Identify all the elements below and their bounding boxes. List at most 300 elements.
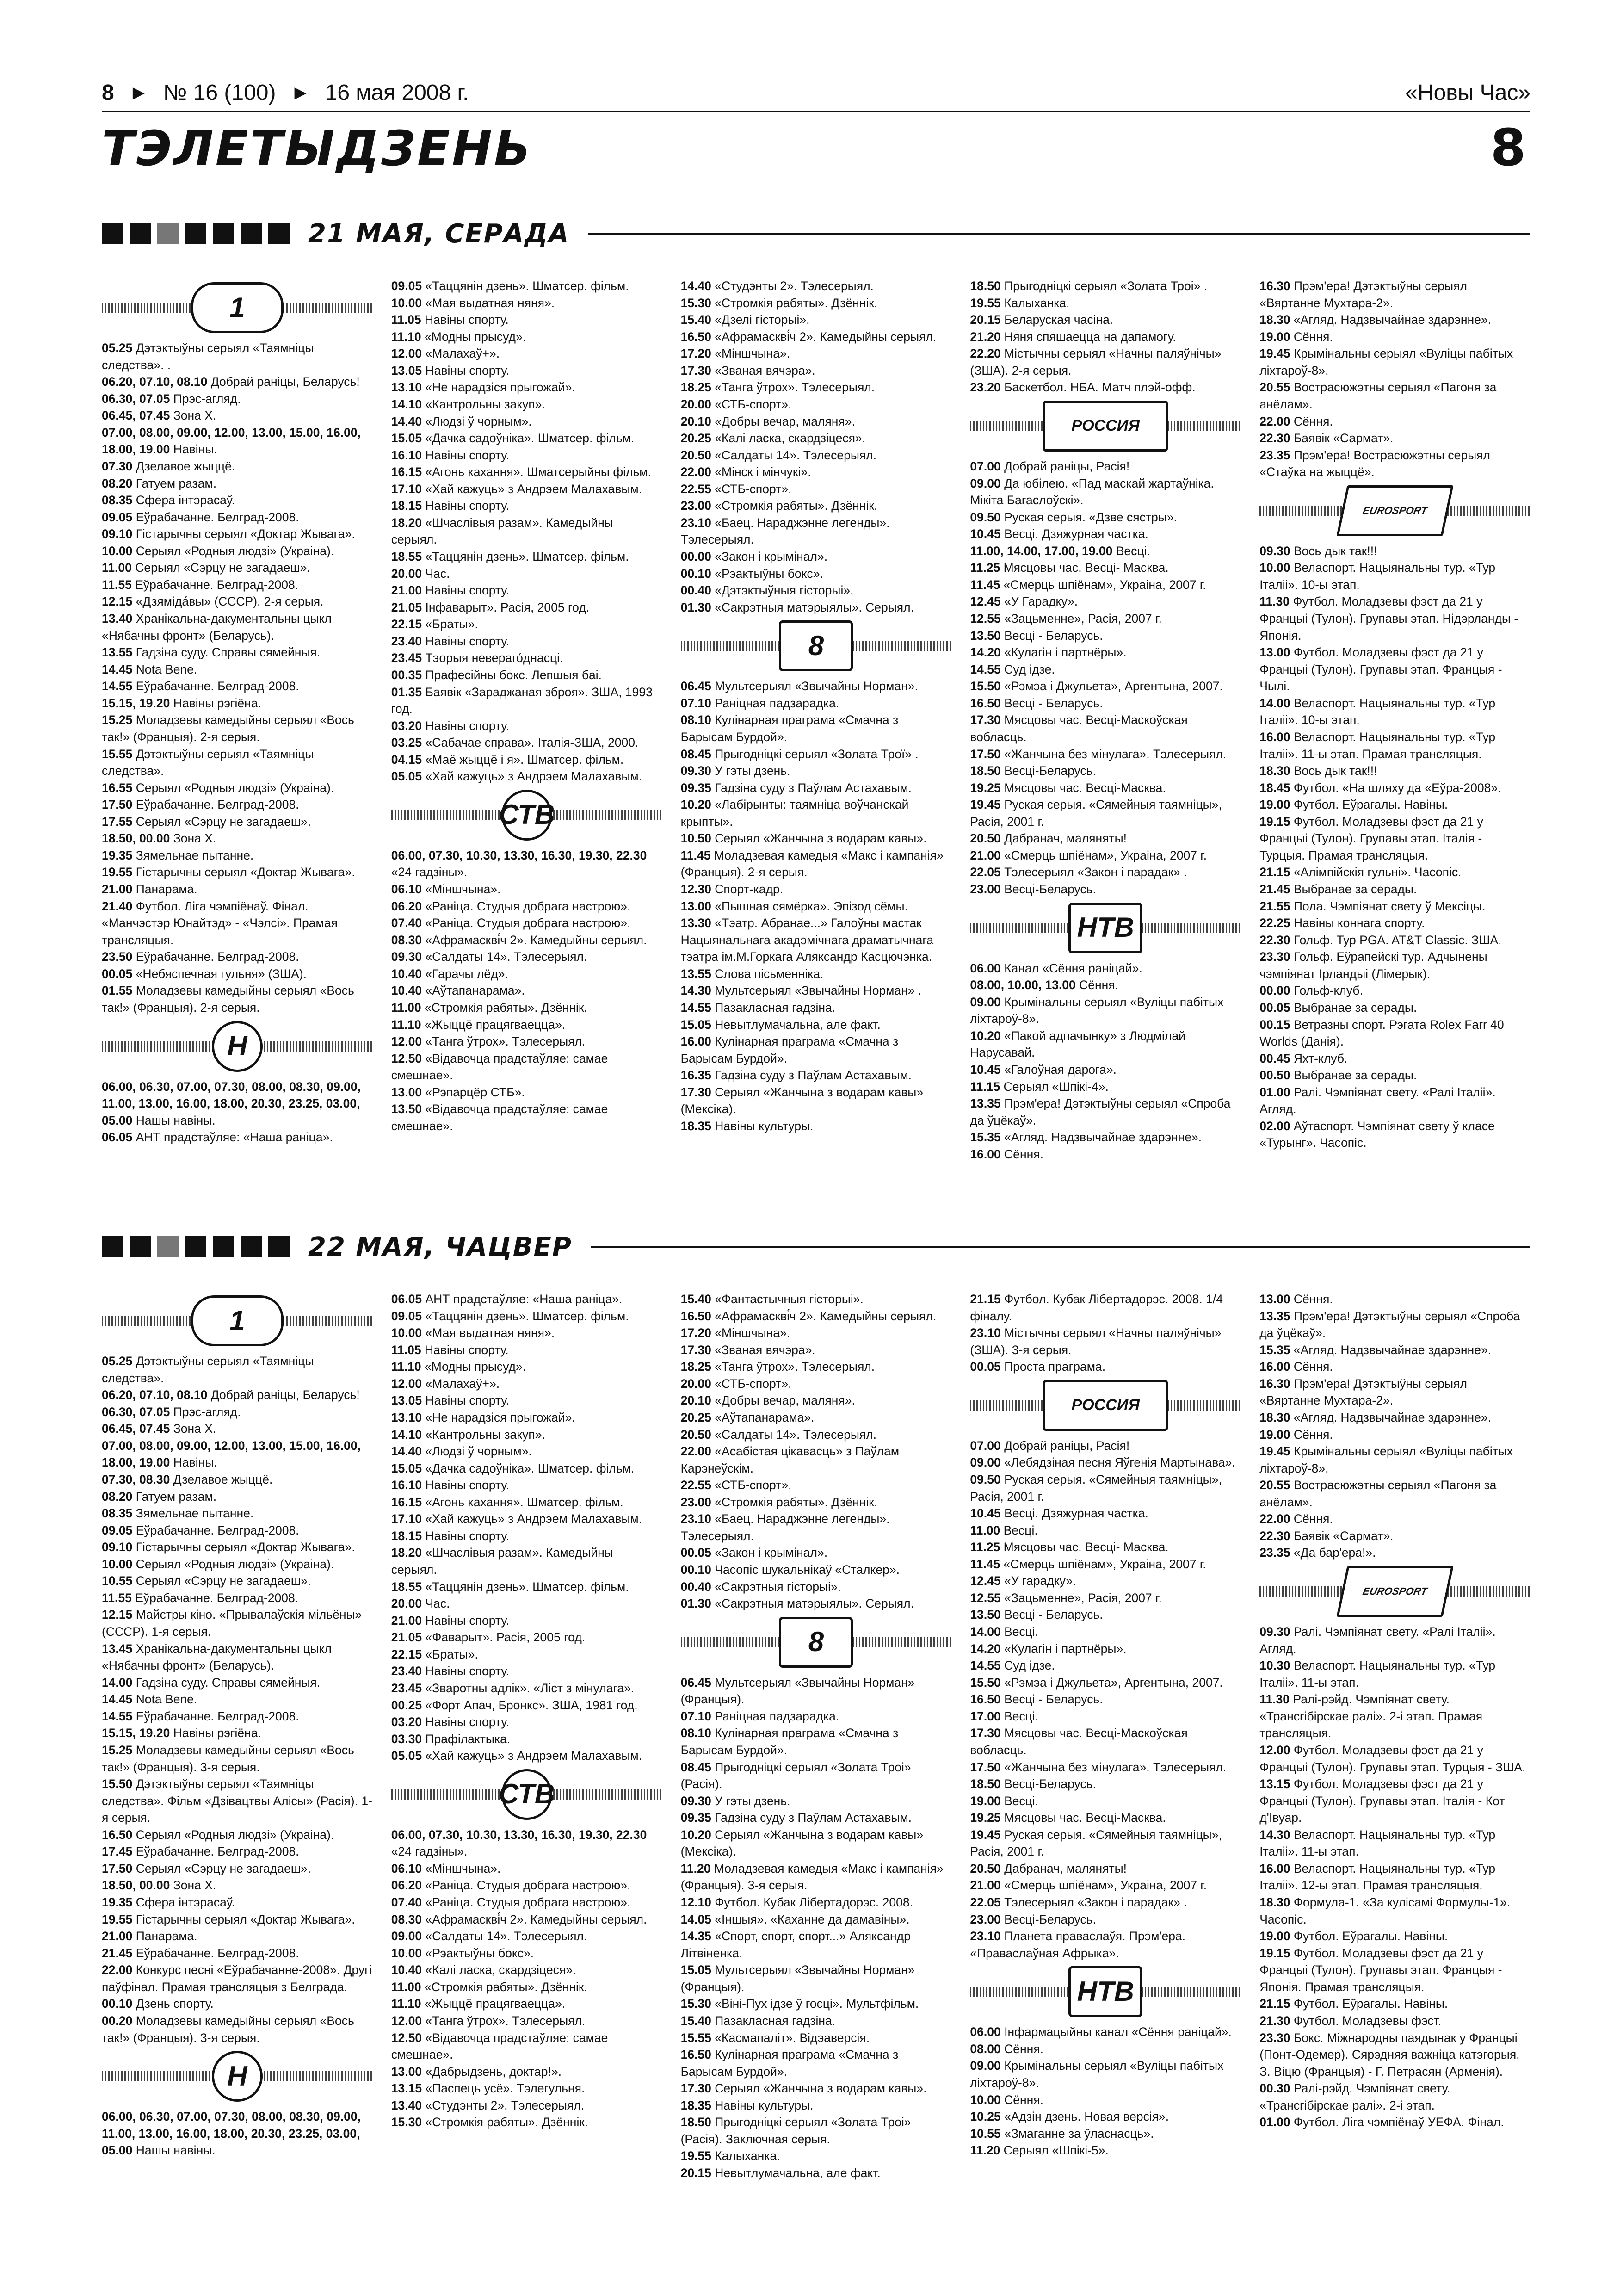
program-entry: 09.00 «Лебядзіная песня Яўгенія Мартынава». — [970, 1455, 1235, 1470]
program-entry: 11.45 «Смерць шпіёнам», Украіна, 2007 г. — [970, 1557, 1206, 1571]
program-entry: 09.05 Еўрабачанне. Белград-2008. — [102, 1523, 299, 1537]
program-entry: 08.00 Сёння. — [970, 2042, 1043, 2056]
program-entry: 23.30 Гольф. Еўрапейскі тур. Адчынены чэмпіянат Ірландыі (Лімерык). — [1259, 950, 1487, 981]
program-entry: 11.05 Навіны спорту. — [391, 313, 509, 327]
program-entry: 15.55 Дэтэктыўны серыял «Таямніцы следства». — [102, 747, 314, 778]
program-entry: 22.00 Конкурс песні «Еўрабачанне-2008». Другі паўфінал. Прамая трансляцыя з Белграда. — [102, 1963, 372, 1994]
program-entry: 16.35 Гадзіна суду з Паўлам Астахавым. — [680, 1068, 912, 1083]
program-entry: 14.55 Суд ідзе. — [970, 662, 1055, 676]
program-entry: 21.30 Футбол. Моладзевы фэст. — [1259, 2013, 1442, 2028]
program-entry: 16.00 Сёння. — [1259, 1360, 1333, 1374]
program-entry: 04.15 «Маё жыццё і я». Шматсер. фільм. — [391, 752, 624, 767]
day-title: 21 МАЯ, СЕРАДА — [308, 218, 570, 249]
program-entry: 06.05 АНТ прадстаўляе: «Наша раніца». — [391, 1292, 623, 1306]
program-entry: 23.40 Навіны спорту. — [391, 1664, 510, 1678]
program-entry: 07.30 Дзелавое жыццё. — [102, 459, 235, 473]
arrow-right-icon: ▶ — [132, 84, 145, 101]
program-entry: 16.10 Навіны спорту. — [391, 448, 510, 462]
program-entry: 15.05 «Дачка садоўніка». Шматсер. фільм. — [391, 1461, 635, 1475]
schedule-column — [391, 278, 662, 1212]
program-entry: 00.10 Дзень спорту. — [102, 1997, 214, 2011]
program-entry: 18.50 Прыгодніцкі серыял «Золата Троі» . — [970, 279, 1208, 293]
program-entry: 22.30 Баявік «Сармат». — [1259, 1529, 1394, 1543]
program-entry: 14.45 Nota Bene. — [102, 662, 197, 676]
program-entry: 16.55 Серыял «Родныя людзі» (Украіна). — [102, 780, 334, 795]
program-entry: 12.30 Спорт-кадр. — [680, 882, 784, 896]
program-entry: 00.05 Выбранае за серады. — [1259, 1000, 1417, 1015]
program-entry: 21.05 «Фаварыт». Расія, 2005 год. — [391, 1630, 586, 1645]
program-entry: 16.15 «Агонь кахання». Шматсер. фільм. — [391, 1495, 623, 1509]
channel-logo: 8 — [681, 620, 952, 671]
program-entry: 23.10 «Баец. Нараджэнне легенды». Тэлесерыял. — [680, 1512, 890, 1543]
program-entry: 09.10 Гістарычны серыял «Доктар Жывага». — [102, 1540, 355, 1554]
program-entry: 13.50 Весці - Беларусь. — [970, 1608, 1103, 1622]
program-entry: 06.00, 06.30, 07.00, 07.30, 08.00, 08.30, 09.00, 11.00, 13.00, 16.00, 18.00, 20.30, 23.25, 03.00, 05.00 Нашы навіны. — [102, 2110, 361, 2158]
program-entry: 11.20 Моладзевая камедыя «Макс і кампанія» (Францыя). 3-я серыя. — [680, 1861, 944, 1893]
program-entry: 09.00 Крымінальны серыял «Вуліцы пабітых ліхтароў-8». — [970, 2059, 1224, 2090]
program-entry: 16.50 Весці - Беларусь. — [970, 696, 1103, 710]
program-entry: 17.00 Весці. — [970, 1709, 1039, 1723]
program-entry: 01.00 Футбол. Ліга чэмпіёнаў УЕФА. Фінал. — [1259, 2115, 1504, 2129]
program-entry: 19.45 Руская серыя. «Сямейныя таямніцы», Расія, 2001 г. — [970, 798, 1222, 829]
program-entry: 15.30 «Стромкія рабяты». Дзённік. — [680, 296, 878, 310]
program-entry: 13.05 Навіны спорту. — [391, 1393, 510, 1408]
program-entry: 11.10 «Модны прысуд». — [391, 1360, 526, 1374]
schedule-day-1 — [102, 278, 1530, 1212]
program-entry: 17.45 Еўрабачанне. Белград-2008. — [102, 1844, 299, 1859]
program-entry: 11.55 Еўрабачанне. Белград-2008. — [102, 577, 299, 592]
program-entry: 20.50 Дабранач, маляняты! — [970, 831, 1127, 846]
program-entry: 03.20 Навіны спорту. — [391, 1715, 510, 1729]
program-entry: 07.00 Добрай раніцы, Расія! — [970, 1438, 1130, 1453]
day-heading — [102, 1231, 1530, 1263]
program-entry: 17.20 «Міншчына». — [680, 347, 790, 361]
program-entry: 21.45 Выбранае за серады. — [1259, 882, 1417, 896]
program-entry: 13.45 Хранікальна-дакументальны цыкл «Нябачны фронт» (Беларусь). — [102, 1641, 332, 1673]
program-entry: 10.20 Серыял «Жанчына з водарам кавы» (Мексіка). — [680, 1827, 924, 1859]
program-entry: 14.55 Еўрабачанне. Белград-2008. — [102, 679, 299, 693]
program-entry: 20.15 Беларуская часіна. — [970, 313, 1113, 327]
program-entry: 17.30 Мясцовы час. Весці-Маскоўская вобласць. — [970, 713, 1188, 744]
program-entry: 11.45 Моладзевая камедыя «Макс і кампанія» (Францыя). 2-я серыя. — [680, 848, 944, 879]
program-entry: 08.20 Гатуем разам. — [102, 1489, 217, 1504]
program-entry: 12.50 «Відавочца прадстаўляе: самае смешнае». — [391, 2030, 608, 2062]
section-title: ТЭЛЕТЫДЗЕНЬ — [102, 120, 533, 177]
program-entry: 21.00 Навіны спорту. — [391, 1613, 510, 1628]
program-entry: 10.00 Серыял «Родныя людзі» (Украіна). — [102, 1557, 334, 1571]
program-entry: 10.00 «Мая выдатная няня». — [391, 1326, 555, 1340]
program-entry: 15.25 Моладзевы камедыйны серыял «Вось так!» (Францыя). 2-я серыя. — [102, 713, 354, 744]
schedule-column — [102, 1291, 373, 2244]
program-entry: 21.45 Еўрабачанне. Белград-2008. — [102, 1946, 299, 1960]
program-entry: 08.10 Кулінарная праграма «Смачна з Барысам Бурдой». — [680, 1726, 899, 1757]
program-entry: 17.55 Серыял «Сэрцу не загадаеш». — [102, 814, 311, 829]
program-entry: 11.30 Футбол. Моладзевы фэст да 21 у Францыі (Тулон). Групавы этап. Нідэрланды - Японія. — [1259, 594, 1518, 643]
program-entry: 14.30 Веласпорт. Нацыянальны тур. «Тур Італіі». 11-ы этап. — [1259, 1827, 1496, 1859]
program-entry: 07.10 Раніцная падзарадка. — [680, 1709, 839, 1723]
program-entry: 19.55 Гістарычны серыял «Доктар Жывага». — [102, 1912, 355, 1926]
program-entry: 06.45, 07.45 Зона Х. — [102, 408, 216, 423]
program-entry: 18.35 Навіны культуры. — [680, 2098, 814, 2112]
program-entry: 12.00 «Танга ўтрох». Тэлесерыял. — [391, 1034, 586, 1049]
program-entry: 23.00 Весці-Беларусь. — [970, 1912, 1096, 1926]
program-entry: 10.00 «Рэактыўны бокс». — [391, 1946, 534, 1960]
program-entry: 16.30 Прэм'ера! Дэтэктыўны серыял «Вяртанне Мухтара-2». — [1259, 279, 1467, 310]
program-entry: 09.30 «Салдаты 14». Тэлесерыял. — [391, 950, 587, 964]
program-entry: 10.40 «Калі ласка, скардзіцеся». — [391, 1963, 576, 1977]
schedule-column — [970, 1291, 1241, 2244]
program-entry: 13.00 «Дабрыдзень, доктар!». — [391, 2064, 562, 2079]
program-entry: 10.50 Серыял «Жанчына з водарам кавы». — [680, 831, 927, 846]
program-entry: 19.15 Футбол. Моладзевы фэст да 21 у Францыі (Тулон). Групавы этап. Італія - Турцыя. Прамая трансляцыя. — [1259, 814, 1483, 862]
program-entry: 10.45 Весці. Дзяжурная частка. — [970, 527, 1148, 541]
program-entry: 11.55 Еўрабачанне. Белград-2008. — [102, 1590, 299, 1605]
program-entry: 19.45 Руская серыя. «Сямейныя таямніцы», Расія, 2001 г. — [970, 1827, 1222, 1859]
program-entry: 14.20 «Кулагін і партнёры». — [970, 645, 1127, 660]
program-entry: 12.00 «Малахаў+». — [391, 347, 500, 361]
page-number-large: 8 — [1490, 118, 1526, 177]
program-entry: 18.50 Прыгодніцкі серыял «Золата Троі» (Расія). Заключная серыя. — [680, 2115, 911, 2146]
program-entry: 13.30 «Тэатр. Абранае...» Галоўны мастак Нацыянальнага акадэмічнага драматычнага тэатра ім.М.Горкага Аляксандр Касцючэнка. — [680, 916, 934, 964]
program-entry: 09.50 Руская серыя. «Сямейныя таямніцы», Расія, 2001 г. — [970, 1472, 1222, 1504]
program-entry: 15.40 «Дзелі гісторыі». — [680, 313, 810, 327]
program-entry: 07.00 Добрай раніцы, Расія! — [970, 459, 1130, 473]
channel-logo: EUROSPORT — [1259, 1566, 1530, 1617]
program-entry: 00.50 Выбранае за серады. — [1259, 1068, 1417, 1083]
program-entry: 07.00, 08.00, 09.00, 12.00, 13.00, 15.00, 16.00, 18.00, 19.00 Навіны. — [102, 425, 361, 457]
program-entry: 15.50 Дэтэктыўны серыял «Таямніцы следства». Фільм «Дзівацтвы Алісы» (Расія). 1-я серыя. — [102, 1777, 372, 1825]
program-entry: 01.00 Ралі. Чэмпіянат свету. «Ралі Італіі». Агляд. — [1259, 1085, 1496, 1116]
program-entry: 12.45 «У Гарадку». — [970, 594, 1078, 609]
program-entry: 00.15 Ветразны спорт. Рэгата Rolex Farr 40 Worlds (Данія). — [1259, 1017, 1504, 1049]
program-entry: 08.30 «Афрамаскві́ч 2». Камедыйны серыял. — [391, 1912, 647, 1926]
program-entry: 20.00 Час. — [391, 1597, 450, 1611]
program-entry: 06.00 Канал «Сёння раніцай». — [970, 961, 1142, 975]
program-entry: 06.00, 07.30, 10.30, 13.30, 16.30, 19.30, 22.30 «24 гадзіны». — [391, 1827, 647, 1859]
program-entry: 06.45 Мультсерыял «Звычайны Норман». — [680, 679, 918, 693]
program-entry: 11.30 Ралі-рэйд. Чэмпіянат свету. «Трансгібірскае ралі». 2-і этап. Прамая трансляцыя. — [1259, 1692, 1483, 1740]
program-entry: 07.00, 08.00, 09.00, 12.00, 13.00, 15.00, 16.00, 18.00, 19.00 Навіны. — [102, 1438, 361, 1470]
program-entry: 15.30 «Віні-Пух ідзе ў госці». Мультфільм. — [680, 1997, 919, 2011]
program-entry: 16.50 Весці - Беларусь. — [970, 1692, 1103, 1707]
program-entry: 10.45 «Галоўная дарога». — [970, 1062, 1117, 1077]
program-entry: 18.25 «Танга ўтрох». Тэлесерыял. — [680, 1360, 875, 1374]
program-entry: 06.20 «Раніца. Студыя добрага настрою». — [391, 899, 631, 913]
program-entry: 17.10 «Хай кажуць» з Андрэем Малахавым. — [391, 482, 642, 496]
program-entry: 17.50 Еўрабачанне. Белград-2008. — [102, 798, 299, 812]
schedule-day-2 — [102, 1291, 1530, 2244]
program-entry: 06.45, 07.45 Зона Х. — [102, 1422, 216, 1436]
program-entry: 11.25 Мясцовы час. Весці- Масква. — [970, 561, 1169, 575]
program-entry: 21.00 «Смерць шпіёнам», Украіна, 2007 г. — [970, 848, 1207, 862]
program-entry: 00.25 «Форт Апач, Бронкс». ЗША, 1981 год. — [391, 1698, 638, 1712]
program-entry: 06.20, 07.10, 08.10 Добрай раніцы, Беларусь! — [102, 1388, 360, 1402]
program-entry: 12.55 «Зацьменне», Расія, 2007 г. — [970, 1590, 1162, 1605]
program-entry: 16.00 Веласпорт. Нацыянальны тур. «Тур Італіі». 12-ы этап. Прамая трансляцыя. — [1259, 1861, 1496, 1893]
program-entry: 10.40 «Гарачы лёд». — [391, 966, 508, 981]
program-entry: 08.20 Гатуем разам. — [102, 476, 217, 490]
heading-squares — [102, 223, 290, 244]
program-entry: 16.15 «Агонь кахання». Шматсерыйны фільм. — [391, 465, 651, 479]
program-entry: 23.40 Навіны спорту. — [391, 634, 510, 648]
channel-logo: EUROSPORT — [1259, 485, 1530, 536]
program-entry: 14.30 Мультсерыял «Звычайны Норман» . — [680, 984, 922, 998]
program-entry: 13.40 Хранікальна-дакументальны цыкл «Нябачны фронт» (Беларусь). — [102, 612, 332, 643]
channel-logo: НТВ — [970, 903, 1241, 953]
program-entry: 14.00 Веласпорт. Нацыянальны тур. «Тур Італіі». 10-ы этап. — [1259, 696, 1496, 727]
program-entry: 11.10 «Жыццё працягваецца». — [391, 1997, 566, 2011]
program-entry: 21.05 Iнфаварыт». Расія, 2005 год. — [391, 600, 590, 614]
program-entry: 05.05 «Хай кажуць» з Андрэем Малахавым. — [391, 1749, 642, 1763]
program-entry: 15.15, 19.20 Навіны рэгіёна. — [102, 696, 261, 710]
program-entry: 18.20 «Шчаслівыя разам». Камедыйны серыял. — [391, 515, 613, 547]
program-entry: 09.05 «Таццянін дзень». Шматсер. фільм. — [391, 1309, 629, 1323]
program-entry: 07.40 «Раніца. Студыя добрага настрою». — [391, 916, 631, 930]
program-entry: 09.30 Вось дык так!!! — [1259, 544, 1377, 558]
program-entry: 18.55 «Таццянін дзень». Шматсер. фільм. — [391, 550, 629, 563]
program-entry: 13.00 «Пышная сямёрка». Эпізод сёмы. — [680, 899, 908, 913]
program-entry: 19.55 Калыханка. — [970, 296, 1070, 310]
program-entry: 00.40 «Дэтэктыўныя гісторыі». — [680, 583, 854, 598]
program-entry: 20.55 Вострасюжэтны серыял «Пагоня за анёлам». — [1259, 380, 1497, 411]
program-entry: 23.20 Баскетбол. НБА. Матч плэй-офф. — [970, 380, 1196, 395]
program-entry: 19.00 Сёння. — [1259, 1427, 1333, 1442]
program-entry: 00.10 Часопіс шукальнікаў «Сталкер». — [680, 1563, 900, 1577]
schedule-column — [681, 1291, 952, 2244]
program-entry: 17.50 «Жанчына без мінулага». Тэлесерыял. — [970, 747, 1227, 761]
program-entry: 14.05 «Іншыя». «Каханне да дамавіны». — [680, 1912, 910, 1926]
program-entry: 22.20 Містычны серыял «Начны паляўнічы» (ЗША). 2-я серыя. — [970, 347, 1222, 378]
channel-logo: Н — [102, 1021, 373, 1072]
program-entry: 21.20 Няня спяшаецца на дапамогу. — [970, 329, 1176, 344]
program-entry: 09.05 Еўрабачанне. Белград-2008. — [102, 510, 299, 524]
program-entry: 11.10 «Модны прысуд». — [391, 329, 526, 344]
program-entry: 13.50 Весці - Беларусь. — [970, 628, 1103, 643]
program-entry: 08.35 Сфера інтэрасаў. — [102, 493, 235, 507]
program-entry: 05.25 Дэтэктыўны серыял «Таямніцы следства». — [102, 1354, 314, 1385]
program-entry: 14.35 «Спорт, спорт, спорт...» Аляксандр Літвіненка. — [680, 1929, 911, 1960]
program-entry: 13.00 Футбол. Моладзевы фэст да 21 у Францыі (Тулон). Групавы этап. Францыя - Чылі. — [1259, 645, 1502, 693]
program-entry: 18.50 Весці-Беларусь. — [970, 1777, 1096, 1791]
program-entry: 22.25 Навіны коннага спорту. — [1259, 916, 1425, 930]
program-entry: 23.00 «Стромкія рабяты». Дзённік. — [680, 499, 878, 513]
program-entry: 14.40 «Студэнты 2». Тэлесерыял. — [680, 279, 874, 293]
program-entry: 12.55 «Зацьменне», Расія, 2007 г. — [970, 612, 1162, 625]
program-entry: 14.10 «Кантрольны закуп». — [391, 1427, 545, 1442]
program-entry: 18.45 Футбол. «На шляху да «Еўра-2008». — [1259, 780, 1501, 795]
program-entry: 15.35 «Агляд. Надзвычайнае здарэнне». — [970, 1130, 1202, 1145]
program-entry: 08.00, 10.00, 13.00 Сёння. — [970, 978, 1119, 992]
program-entry: 06.20, 07.10, 08.10 Добрай раніцы, Беларусь! — [102, 375, 360, 389]
program-entry: 20.00 «СТБ-спорт». — [680, 397, 792, 411]
program-entry: 15.05 Невытлумачальна, але факт. — [680, 1017, 881, 1032]
program-entry: 13.35 Прэм'ера! Дэтэктыўны серыял «Спроба да ўцёкаў». — [1259, 1309, 1520, 1340]
program-entry: 13.40 «Студэнты 2». Тэлесерыял. — [391, 2098, 585, 2112]
program-entry: 12.00 Футбол. Моладзевы фэст да 21 у Францыі (Тулон). Групавы этап. Турцыя - ЗША. — [1259, 1743, 1526, 1774]
program-entry: 09.50 Руская серыя. «Дзве сястры». — [970, 510, 1177, 524]
program-entry: 23.45 Тэорыя невераго́днасці. — [391, 651, 563, 665]
program-entry: 23.10 Планета праваслаўя. Прэм'ера. «Праваслаўная Афрыка». — [970, 1929, 1186, 1960]
program-entry: 23.35 Прэм'ера! Вострасюжэтны серыял «Стаўка на жыццё». — [1259, 448, 1490, 479]
program-entry: 19.55 Гістарычны серыял «Доктар Жывага». — [102, 865, 355, 879]
program-entry: 18.30 Вось дык так!!! — [1259, 764, 1377, 778]
program-entry: 11.00 Весці. — [970, 1523, 1038, 1537]
program-entry: 11.00 «Стромкія рабяты». Дзённік. — [391, 1980, 587, 1994]
program-entry: 20.25 «Калі ласка, скардзіцеся». — [680, 431, 866, 446]
program-entry: 16.30 Прэм'ера! Дэтэктыўны серыял «Вяртанне Мухтара-2». — [1259, 1376, 1467, 1408]
program-entry: 03.20 Навіны спорту. — [391, 718, 510, 733]
program-entry: 06.00, 07.30, 10.30, 13.30, 16.30, 19.30, 22.30 «24 гадзіны». — [391, 848, 647, 879]
program-entry: 22.30 Гольф. Тур PGA. AT&T Classic. ЗША. — [1259, 933, 1502, 947]
program-entry: 21.00 «Смерць шпіёнам», Украіна, 2007 г. — [970, 1878, 1207, 1893]
channel-logo: СТВ — [391, 790, 662, 841]
program-entry: 00.20 Моладзевы камедыйны серыял «Вось так!» (Францыя). 3-я серыя. — [102, 2013, 354, 2045]
program-entry: 09.30 Ралі. Чэмпіянат свету. «Ралі Італіі». Агляд. — [1259, 1625, 1496, 1656]
program-entry: 13.00 «Рэпарцёр СТБ». — [391, 1085, 525, 1099]
program-entry: 00.00 «Закон і крымінал». — [680, 550, 828, 563]
schedule-column — [102, 278, 373, 1212]
channel-logo: 1 — [102, 282, 373, 333]
program-entry: 16.50 «Афрамаскві́ч 2». Камедыйны серыял. — [680, 1309, 937, 1323]
program-entry: 22.00 Сёння. — [1259, 414, 1333, 428]
program-entry: 20.15 Невытлумачальна, але факт. — [680, 2166, 881, 2180]
program-entry: 17.50 «Жанчына без мінулага». Тэлесерыял. — [970, 1760, 1227, 1774]
program-entry: 03.30 Прафілактыка. — [391, 1732, 511, 1746]
program-entry: 15.50 «Рэмэа і Джульета», Аргентына, 2007. — [970, 1675, 1223, 1690]
program-entry: 20.50 «Салдаты 14». Тэлесерыял. — [680, 448, 877, 462]
issue-number: № 16 (100) — [163, 80, 276, 105]
program-entry: 09.35 Гадзіна суду з Паўлам Астахавым. — [680, 1811, 912, 1825]
program-entry: 10.30 Веласпорт. Нацыянальны тур. «Тур Італіі». 11-ы этап. — [1259, 1659, 1496, 1690]
program-entry: 06.20 «Раніца. Студыя добрага настрою». — [391, 1878, 631, 1893]
program-entry: 06.00 Інфармацыйны канал «Сёння раніцай». — [970, 2025, 1232, 2039]
channel-logo: РОССИЯ — [970, 1380, 1241, 1431]
program-entry: 18.55 «Таццянін дзень». Шматсер. фільм. — [391, 1579, 629, 1594]
program-entry: 07.10 Раніцная падзарадка. — [680, 696, 839, 710]
program-entry: 10.00 Серыял «Родныя людзі» (Украіна). — [102, 544, 334, 558]
program-entry: 16.00 Сёння. — [970, 1147, 1043, 1161]
program-entry: 06.10 «Міншчына». — [391, 1861, 501, 1875]
program-entry: 01.35 Баявік «Зараджаная зброя». ЗША, 1993 год. — [391, 685, 653, 716]
channel-logo: Н — [102, 2051, 373, 2102]
program-entry: 10.45 Весці. Дзяжурная частка. — [970, 1506, 1148, 1521]
program-entry: 15.50 «Рэмэа і Джульета», Аргентына, 2007. — [970, 679, 1223, 693]
program-entry: 17.50 Серыял «Сэрцу не загадаеш». — [102, 1861, 311, 1875]
program-entry: 18.15 Навіны спорту. — [391, 499, 510, 513]
program-entry: 21.55 Пола. Чэмпіянат свету ў Мексіцы. — [1259, 899, 1486, 913]
program-entry: 21.00 Панарама. — [102, 882, 197, 896]
program-entry: 08.45 Прыгодніцкі серыял «Золата Трої» . — [680, 747, 919, 761]
schedule-column — [391, 1291, 662, 2244]
program-entry: 10.25 «Адзін дзень. Новая версія». — [970, 2110, 1169, 2124]
program-entry: 22.00 Сёння. — [1259, 1512, 1333, 1526]
program-entry: 23.00 «Стромкія рабяты». Дзённік. — [680, 1495, 878, 1509]
program-entry: 07.30, 08.30 Дзелавое жыццё. — [102, 1472, 273, 1486]
program-entry: 00.10 «Рэактыўны бокс». — [680, 566, 823, 581]
program-entry: 14.20 «Кулагін і партнёры». — [970, 1641, 1127, 1656]
program-entry: 21.00 Навіны спорту. — [391, 583, 510, 598]
program-entry: 23.30 Бокс. Міжнародны паядынак у Францыі (Понт-Одемер). Сярэдняя важніца катэгорыя. З. Віцю (Францыя) - Г. Петрасян (Арменія). — [1259, 2030, 1520, 2079]
program-entry: 00.40 «Сакрэтныя гісторыі». — [680, 1579, 841, 1594]
program-entry: 14.55 Пазакласная гадзіна. — [680, 1000, 836, 1015]
program-entry: 18.50, 00.00 Зона Х. — [102, 1878, 216, 1893]
program-entry: 14.40 «Людзі ў чорным». — [391, 1444, 532, 1459]
program-entry: 21.40 Футбол. Ліга чэмпіёнаў. Фінал. «Манчэстэр Юнайтэд» - «Чэлсі». Прамая трансляцыя. — [102, 899, 338, 947]
program-entry: 20.50 Дабранач, маляняты! — [970, 1861, 1127, 1875]
program-entry: 17.30 Мясцовы час. Весці-Маскоўская вобласць. — [970, 1726, 1188, 1757]
program-entry: 10.00 Сёння. — [970, 2092, 1043, 2107]
program-entry: 15.40 «Фантастычныя гісторыі». — [680, 1292, 864, 1306]
program-entry: 08.45 Прыгодніцкі серыял «Золата Троі» (Расія). — [680, 1760, 911, 1791]
program-entry: 19.00 Сёння. — [1259, 329, 1333, 344]
program-entry: 11.15 Серыял «Шпікі-4». — [970, 1079, 1109, 1094]
program-entry: 00.05 «Закон і крымінал». — [680, 1546, 828, 1560]
program-entry: 06.10 «Міншчына». — [391, 882, 501, 896]
program-entry: 19.15 Футбол. Моладзевы фэст да 21 у Францыі (Тулон). Групавы этап. Францыя - Японія. Прамая трансляцыя. — [1259, 1946, 1502, 1994]
program-entry: 02.00 Аўтаспорт. Чэмпіянат свету ў класе «Турынг». Часопіс. — [1259, 1119, 1495, 1150]
program-entry: 11.00 Серыял «Сэрцу не загадаеш». — [102, 561, 310, 575]
program-entry: 19.55 Калыханка. — [680, 2149, 780, 2163]
program-entry: 16.00 Веласпорт. Нацыянальны тур. «Тур Італіі». 11-ы этап. Прамая трансляцыя. — [1259, 730, 1496, 761]
page-number: 8 — [102, 80, 114, 105]
program-entry: 14.00 Весці. — [970, 1625, 1039, 1639]
schedule-column — [1259, 278, 1530, 1212]
program-entry: 18.35 Навіны культуры. — [680, 1119, 814, 1133]
program-entry: 12.00 «Танга ўтрох». Тэлесерыял. — [391, 2013, 586, 2028]
program-entry: 19.35 Зямельнае пытанне. — [102, 848, 254, 862]
channel-logo: РОССИЯ — [970, 401, 1241, 452]
program-entry: 21.15 «Алімпійскія гульні». Часопіс. — [1259, 865, 1462, 879]
program-entry: 22.15 «Браты». — [391, 1647, 478, 1661]
program-entry: 09.00 «Салдаты 14». Тэлесерыял. — [391, 1929, 587, 1943]
program-entry: 13.50 «Відавочца прадстаўляе: самае смешнае». — [391, 1102, 608, 1133]
program-entry: 18.30 Формула-1. «За кулісамі Формулы-1». Часопіс. — [1259, 1895, 1511, 1926]
program-entry: 22.05 Тэлесерыял «Закон і парадак» . — [970, 1895, 1187, 1909]
program-entry: 17.30 Серыял «Жанчына з водарам кавы». — [680, 2081, 927, 2096]
program-entry: 16.10 Навіны спорту. — [391, 1478, 510, 1492]
program-entry: 19.25 Мясцовы час. Весці-Масква. — [970, 780, 1166, 795]
program-entry: 11.45 «Смерць шпіёнам», Украіна, 2007 г. — [970, 577, 1206, 592]
program-entry: 21.15 Футбол. Еўрагалы. Навіны. — [1259, 1997, 1448, 2011]
program-entry: 14.00 Гадзіна суду. Справы сямейныя. — [102, 1675, 321, 1690]
program-entry: 08.35 Зямельнае пытанне. — [102, 1506, 254, 1521]
program-entry: 18.30 «Агляд. Надзвычайнае здарэнне». — [1259, 1410, 1491, 1424]
program-entry: 13.05 Навіны спорту. — [391, 363, 510, 378]
program-entry: 09.35 Гадзіна суду з Паўлам Астахавым. — [680, 780, 912, 795]
program-entry: 11.05 Навіны спорту. — [391, 1343, 509, 1357]
program-entry: 14.45 Nota Bene. — [102, 1692, 197, 1707]
program-entry: 18.50 Весці-Беларусь. — [970, 764, 1096, 778]
program-entry: 22.15 «Браты». — [391, 617, 478, 631]
program-entry: 11.00 «Стромкія рабяты». Дзённік. — [391, 1000, 587, 1015]
program-entry: 22.55 «СТБ-спорт». — [680, 1478, 792, 1492]
program-entry: 15.55 «Касмапаліт». Відэаверсія. — [680, 2030, 870, 2045]
program-entry: 09.00 Крымінальны серыял «Вуліцы пабітых ліхтароў-8». — [970, 995, 1224, 1026]
program-entry: 01.55 Моладзевы камедыйны серыял «Вось так!» (Францыя). 2-я серыя. — [102, 984, 354, 1015]
program-entry: 09.00 Да юбілею. «Пад маскай жартаўніка. Мікіта Багаслоўскі». — [970, 476, 1214, 507]
program-entry: 06.00, 06.30, 07.00, 07.30, 08.00, 08.30, 09.00, 11.00, 13.00, 16.00, 18.00, 20.30, 23.25, 03.00, 05.00 Нашы навіны. — [102, 1079, 361, 1127]
program-entry: 00.35 Прафесійны бокс. Лепшыя бai. — [391, 668, 602, 682]
program-entry: 14.55 Суд ідзе. — [970, 1659, 1055, 1673]
program-entry: 15.35 «Агляд. Надзвычайнае здарэнне». — [1259, 1343, 1491, 1357]
program-entry: 10.00 «Мая выдатная няня». — [391, 296, 555, 310]
newspaper-name: «Новы Час» — [1405, 80, 1530, 105]
program-entry: 11.25 Мясцовы час. Весці- Масква. — [970, 1540, 1169, 1554]
program-entry: 14.40 «Людзі ў чорным». — [391, 414, 532, 428]
issue-date: 16 мая 2008 г. — [325, 80, 469, 105]
program-entry: 10.40 «Аўтапанарама». — [391, 984, 525, 998]
program-entry: 12.00 «Малахаў+». — [391, 1376, 500, 1391]
